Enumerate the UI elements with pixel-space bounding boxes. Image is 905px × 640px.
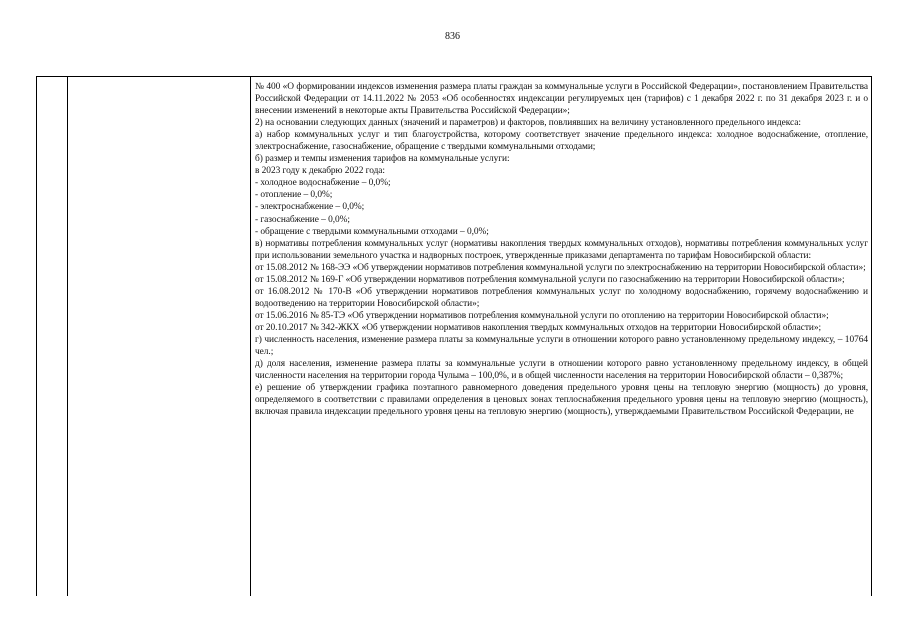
paragraph: е) решение об утверждении графика поэтапного равномерного доведения предельного уровня цены на тепловую энергию (мощность) до уровня, определяемого в соответствии с правилами определения в ценовых зонах теплоснабжения предельного уровня цены на тепловую энергию (мощность), включая правила индексации предельного уровня цены на тепловую энергию (мощность), утверждаемыми Правительством Российской Федерации, не	[255, 383, 868, 418]
paragraph: от 15.08.2012 № 169-Г «Об утверждении нормативов потребления коммунальной услуги по газоснабжению на территории Новосибирской области»;	[255, 274, 845, 285]
paragraph: от 15.06.2016 № 85-ТЭ «Об утверждении нормативов потребления коммунальной услуги по отоплению на территории Новосибирской области»;	[255, 310, 829, 321]
paragraph: б) размер и темпы изменения тарифов на коммунальные услуги:	[255, 154, 510, 165]
page-number: 836	[445, 31, 460, 42]
document-table	[36, 76, 872, 596]
paragraph: от 15.08.2012 № 168-ЭЭ «Об утверждении нормативов потребления коммунальной услуги по электроснабжению на территории Новосибирской области»;	[255, 262, 866, 273]
paragraph: от 16.08.2012 № 170-В «Об утверждении нормативов потребления коммунальных услуг по холодному водоснабжению, горячему водоснабжению и водоотведению на территории Новосибирской области»;	[255, 286, 868, 309]
paragraph: - газоснабжение – 0,0%;	[255, 214, 350, 225]
table-column-divider-1	[67, 77, 68, 596]
table-column-divider-2	[250, 77, 251, 596]
paragraph: а) набор коммунальных услуг и тип благоустройства, которому соответствует значение предельного индекса: холодное водоснабжение, отопление, электроснабжение, газоснабжение, обращение с твердыми коммунальными отходами;	[255, 130, 868, 153]
paragraph: в) нормативы потребления коммунальных услуг (нормативы накопления твердых коммунальных отходов), нормативы потребления коммунальных услуг при использовании земельного участка и надворных построек, утвержденные приказами департамента по тарифам Новосибирской области:	[255, 238, 868, 261]
paragraph: - холодное водоснабжение – 0,0%;	[255, 178, 391, 189]
paragraph: д) доля населения, изменение размера платы за коммунальные услуги в отношении которого равно установленному предельному индексу, в общей численности населения на территории города Чулыма – 100,0%, и в общей численности населения на территории Новосибирской области – 0,387%;	[255, 359, 868, 382]
paragraph: - отопление – 0,0%;	[255, 190, 333, 201]
paragraph: - электроснабжение – 0,0%;	[255, 202, 365, 213]
paragraph: 2) на основании следующих данных (значений и параметров) и факторов, повлиявших на величину установленного предельного индекса:	[255, 118, 801, 129]
paragraph: - обращение с твердыми коммунальными отходами – 0,0%;	[255, 226, 489, 237]
paragraph: в 2023 году к декабрю 2022 года:	[255, 166, 385, 177]
table-cell-text	[255, 81, 868, 418]
paragraph: от 20.10.2017 № 342-ЖКХ «Об утверждении нормативов накопления твердых коммунальных отходов на территории Новосибирской области»;	[255, 322, 822, 333]
paragraph: г) численность населения, изменение размера платы за коммунальные услуги в отношении которого равно установленному предельному индексу, – 10764 чел.;	[255, 334, 868, 358]
paragraph: № 400 «О формировании индексов изменения размера платы граждан за коммунальные услуги в Российской Федерации», постановлением Правительства Российской Федерации от 14.11.2022 № 2053 «Об особенностях индексации регулируемых цен (тарифов) с 1 декабря 2022 г. по 31 декабря 2023 г. и о внесении изменений в некоторые акты Правительства Российской Федерации»;	[255, 82, 868, 117]
